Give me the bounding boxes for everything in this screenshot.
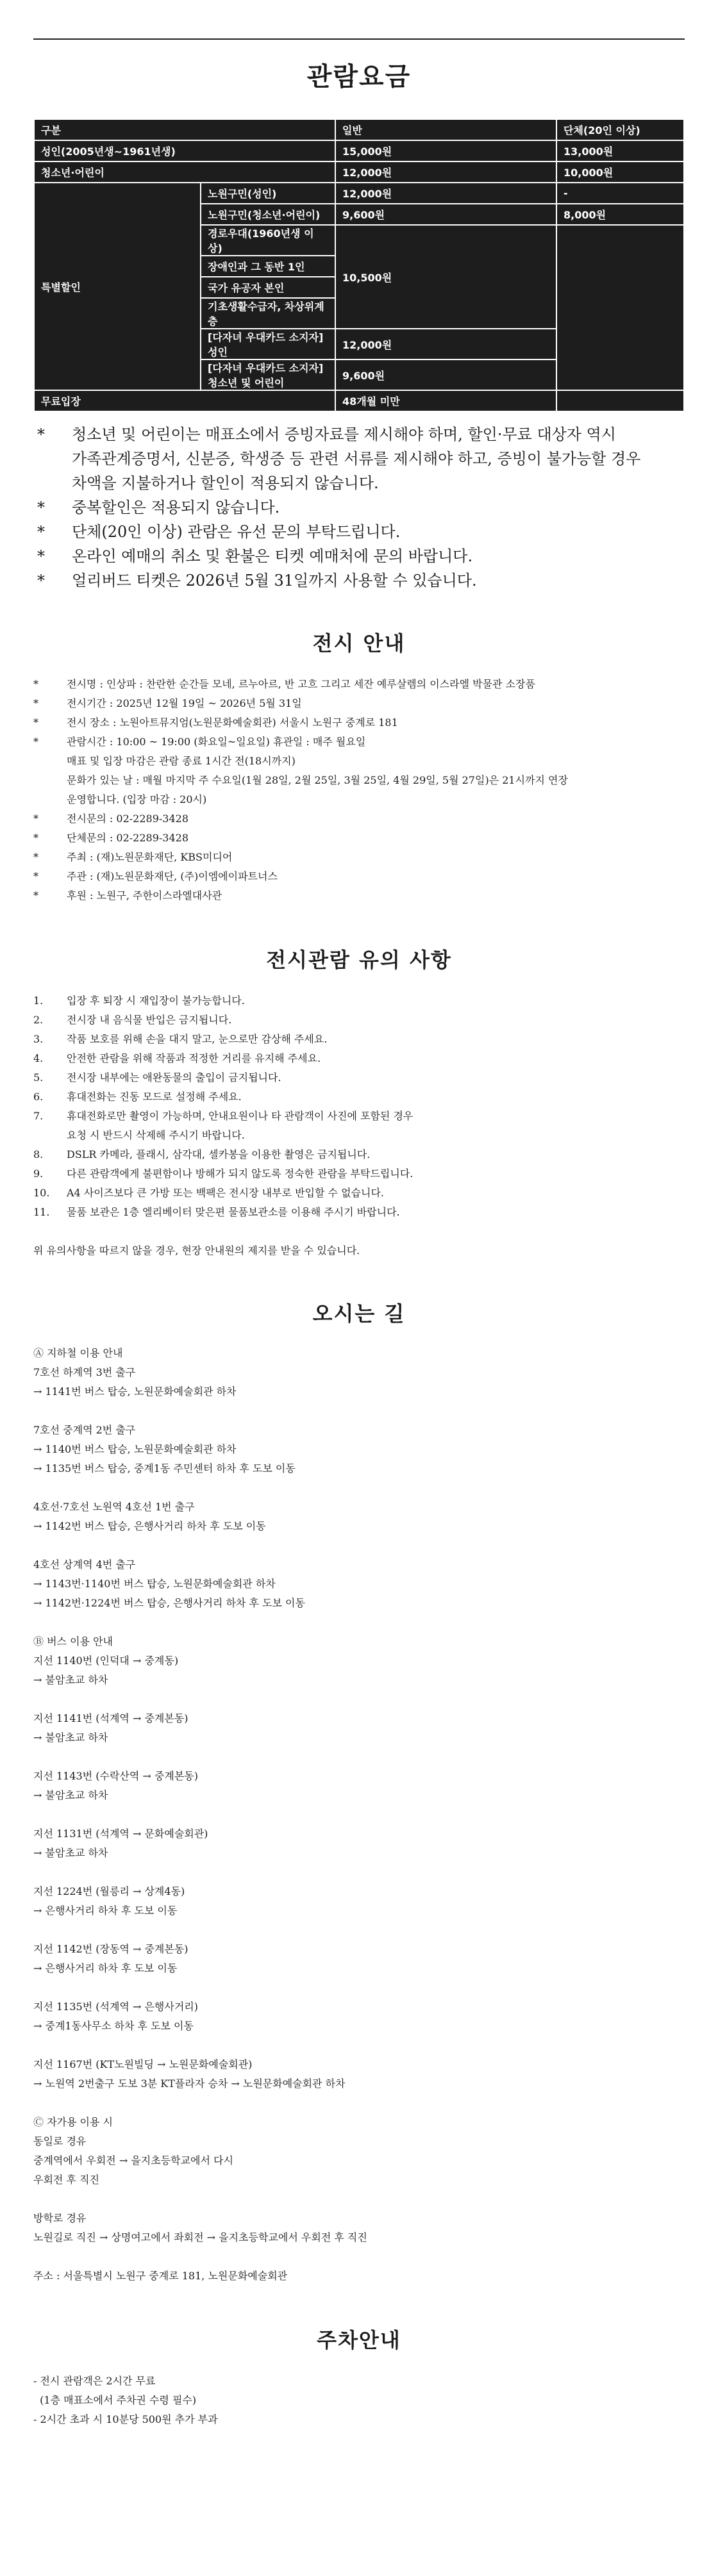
bullet-mark: * <box>37 523 45 541</box>
direction-line: → 은행사거리 하차 후 도보 이동 <box>33 1904 178 1917</box>
exhibit-info-text: 운영합니다. (입장 마감 : 20시) <box>67 793 207 805</box>
fee-note-item <box>37 544 685 568</box>
fee-label: 기초생활수급자, 차상위계층 <box>201 298 335 329</box>
direction-block <box>33 1997 685 2036</box>
fee-group-empty <box>556 225 684 390</box>
direction-block <box>33 1882 685 1920</box>
direction-block <box>33 2055 685 2093</box>
directions-title: 오시는 길 <box>312 1301 406 1326</box>
fee-note-line: 온라인 예매의 취소 및 환불은 티켓 예매처에 문의 바랍니다. <box>72 547 473 565</box>
rule-item <box>33 1126 685 1145</box>
rule-number: 9. <box>33 1168 44 1180</box>
bullet-mark: * <box>37 572 45 590</box>
fee-label: 노원구민(청소년·어린이) <box>201 204 335 225</box>
fee-note-item <box>37 568 685 593</box>
exhibit-info-text: 관람시간 : 10:00 ~ 19:00 (화요일~일요일) 휴관일 : 매주 월요일 <box>67 736 366 748</box>
rule-item <box>33 1087 685 1107</box>
direction-block <box>33 1824 685 1863</box>
rule-text: 휴대전화로만 촬영이 가능하며, 안내요원이나 타 관람객이 사진에 포함된 경우 <box>67 1110 413 1122</box>
direction-block <box>33 2209 685 2247</box>
fee-row-youth <box>34 161 684 183</box>
fee-merged-price: 10,500원 <box>335 225 556 329</box>
fee-group-price: 13,000원 <box>556 140 684 161</box>
bullet-mark: * <box>33 678 38 690</box>
parking-line: - 2시간 초과 시 10분당 500원 추가 부과 <box>33 2413 218 2425</box>
rule-number: 11. <box>33 1206 50 1218</box>
direction-block <box>33 2266 685 2286</box>
fee-notes <box>33 422 685 593</box>
direction-line: 지선 1131번 (석계역 → 문화예술회관) <box>33 1828 208 1840</box>
bullet-mark: * <box>37 547 45 565</box>
fee-special-label: 특별할인 <box>34 183 201 390</box>
fee-price: 12,000원 <box>335 183 556 204</box>
direction-line: 지선 1224번 (월릉리 → 상계4동) <box>33 1885 185 1897</box>
fee-row-special-0 <box>34 183 684 204</box>
rule-text: 전시장 내부에는 애완동물의 출입이 금지됩니다. <box>67 1071 281 1084</box>
exhibit-info-text: 전시문의 : 02-2289-3428 <box>67 813 188 825</box>
rule-number: 2. <box>33 1014 44 1026</box>
rule-item <box>33 1107 685 1126</box>
bullet-mark: * <box>33 889 38 902</box>
fee-row-free <box>34 390 684 411</box>
fee-label: 청소년·어린이 <box>34 161 335 183</box>
rules-title: 전시관람 유의 사항 <box>266 948 452 972</box>
rule-text: 요청 시 반드시 삭제해 주시기 바랍니다. <box>67 1129 245 1141</box>
exhibit-info-item <box>33 829 685 848</box>
rule-text: 전시장 내 음식물 반입은 금지됩니다. <box>67 1014 232 1026</box>
direction-line: 지선 1142번 (장동역 → 중계본동) <box>33 1943 188 1955</box>
exhibit-info-item <box>33 809 685 829</box>
fee-price: 48개월 미만 <box>335 390 556 411</box>
exhibit-info-item <box>33 713 685 732</box>
bullet-mark: * <box>33 851 38 863</box>
bullet-mark: * <box>37 499 45 516</box>
fee-price: 9,600원 <box>335 204 556 225</box>
direction-block <box>33 1767 685 1805</box>
fee-table <box>33 119 685 412</box>
direction-block <box>33 1555 685 1613</box>
fee-header-row <box>34 119 684 140</box>
exhibit-info-item <box>33 790 685 809</box>
rule-number: 3. <box>33 1033 44 1045</box>
direction-line: → 불암초교 하차 <box>33 1847 108 1859</box>
parking-line: (1층 매표소에서 주차권 수령 필수) <box>33 2394 197 2406</box>
bullet-mark: * <box>33 716 38 729</box>
exhibit-info-item <box>33 848 685 867</box>
direction-line: 지선 1141번 (석계역 → 중계본동) <box>33 1712 188 1724</box>
exhibit-info-text: 전시기간 : 2025년 12월 19일 ~ 2026년 5월 31일 <box>67 697 302 709</box>
fee-header-individual: 일반 <box>335 119 556 140</box>
direction-line: 4호선·7호선 노원역 4호선 1번 출구 <box>33 1501 195 1513</box>
exhibit-info-item <box>33 771 685 790</box>
bullet-mark: * <box>37 425 45 443</box>
direction-line: → 1142번 버스 탑승, 은행사거리 하차 후 도보 이동 <box>33 1520 266 1532</box>
fee-note-line: 차액을 지불하거나 할인이 적용되지 않습니다. <box>72 474 379 492</box>
direction-line: → 은행사거리 하차 후 도보 이동 <box>33 1962 178 1974</box>
direction-line: → 1143번·1140번 버스 탑승, 노원문화예술회관 하차 <box>33 1578 276 1590</box>
direction-line: Ⓒ 자가용 이용 시 <box>33 2116 113 2128</box>
direction-line: 노원길로 직진 → 상명여고에서 좌회전 → 을지초등학교에서 우회전 후 직진 <box>33 2231 367 2243</box>
exhibit-title: 전시 안내 <box>312 631 406 656</box>
exhibit-info-text: 전시명 : 인상파 : 찬란한 순간들 모네, 르누아르, 반 고흐 그리고 세잔 예루살렘의 이스라엘 박물관 소장품 <box>67 678 535 690</box>
exhibit-info-text: 후원 : 노원구, 주한이스라엘대사관 <box>67 889 222 902</box>
direction-line: 4호선 상계역 4번 출구 <box>33 1558 136 1571</box>
direction-line: → 불암초교 하차 <box>33 1789 108 1801</box>
direction-line: → 1135번 버스 탑승, 중계1동 주민센터 하차 후 도보 이동 <box>33 1462 296 1474</box>
fee-group-price: - <box>556 183 684 204</box>
rule-number: 1. <box>33 995 44 1007</box>
rule-item <box>33 1049 685 1068</box>
fee-label: 장애인과 그 동반 1인 <box>201 256 335 277</box>
rule-item <box>33 1164 685 1184</box>
bullet-mark: * <box>33 697 38 709</box>
fee-note-item <box>37 520 685 544</box>
fee-label: 노원구민(성인) <box>201 183 335 204</box>
rule-number: 4. <box>33 1052 44 1064</box>
direction-line: → 노원역 2번출구 도보 3분 KT플라자 승차 → 노원문화예술회관 하차 <box>33 2077 346 2090</box>
exhibit-info-item <box>33 732 685 752</box>
rule-text: 안전한 관람을 위해 작품과 적정한 거리를 유지해 주세요. <box>67 1052 321 1064</box>
direction-line: 주소 : 서울특별시 노원구 중계로 181, 노원문화예술회관 <box>33 2270 288 2282</box>
fee-note-line: 단체(20인 이상) 관람은 유선 문의 부탁드립니다. <box>72 523 401 541</box>
parking-info <box>33 2372 685 2429</box>
direction-line: 지선 1140번 (인덕대 → 중계동) <box>33 1655 179 1667</box>
rule-number: 5. <box>33 1071 44 1084</box>
direction-block <box>33 1709 685 1747</box>
direction-line: 지선 1167번 (KT노원빌딩 → 노원문화예술회관) <box>33 2058 253 2070</box>
fee-label: [다자녀 우대카드 소지자] 성인 <box>201 329 335 359</box>
rule-number: 7. <box>33 1110 44 1122</box>
fee-title: 관람요금 <box>306 62 412 92</box>
direction-line: 우회전 후 직진 <box>33 2174 99 2186</box>
fee-label: 경로우대(1960년생 이상) <box>201 225 335 256</box>
rule-text: 휴대전화는 진동 모드로 설정해 주세요. <box>67 1091 242 1103</box>
rule-number: 10. <box>33 1187 50 1199</box>
bullet-mark: * <box>33 870 38 882</box>
top-divider <box>33 38 685 40</box>
bullet-mark: * <box>33 813 38 825</box>
fee-note-line: 얼리버드 티켓은 2026년 5월 31일까지 사용할 수 있습니다. <box>72 572 477 590</box>
fee-price: 9,600원 <box>335 359 556 390</box>
direction-block <box>33 1498 685 1536</box>
bullet-mark: * <box>33 832 38 844</box>
rule-text: 입장 후 퇴장 시 재입장이 불가능합니다. <box>67 995 245 1007</box>
direction-line: 방학로 경유 <box>33 2212 87 2224</box>
rule-item <box>33 1203 685 1222</box>
direction-line: → 불암초교 하차 <box>33 1731 108 1744</box>
exhibit-info-item <box>33 867 685 886</box>
direction-line: 7호선 하계역 3번 출구 <box>33 1366 136 1378</box>
direction-line: 지선 1135번 (석계역 → 은행사거리) <box>33 2001 198 2013</box>
exhibit-info-item <box>33 886 685 905</box>
rule-number: 8. <box>33 1148 44 1160</box>
rule-text: 작품 보호를 위해 손을 대지 말고, 눈으로만 감상해 주세요. <box>67 1033 328 1045</box>
direction-line: Ⓐ 지하철 이용 안내 <box>33 1347 123 1359</box>
exhibit-info-text: 주최 : (재)노원문화재단, KBS미디어 <box>67 851 233 863</box>
direction-block <box>33 1940 685 1978</box>
fee-price: 15,000원 <box>335 140 556 161</box>
direction-line: 7호선 중계역 2번 출구 <box>33 1424 136 1436</box>
fee-label: [다자녀 우대카드 소지자] 청소년 및 어린이 <box>201 359 335 390</box>
rules-list <box>33 991 685 1222</box>
fee-group-price: 8,000원 <box>556 204 684 225</box>
fee-note-line: 가족관계증명서, 신분증, 학생증 등 관련 서류를 제시해야 하고, 증빙이 불가능할 경우 <box>72 450 641 468</box>
fee-header-category: 구분 <box>34 119 335 140</box>
rule-text: A4 사이즈보다 큰 가방 또는 백팩은 전시장 내부로 반입할 수 없습니다. <box>67 1187 384 1199</box>
direction-line: → 1142번·1224번 버스 탑승, 은행사거리 하차 후 도보 이동 <box>33 1597 305 1609</box>
direction-line: 동일로 경유 <box>33 2135 87 2147</box>
rule-item <box>33 1030 685 1049</box>
direction-line: 중계역에서 우회전 → 을지초등학교에서 다시 <box>33 2154 233 2167</box>
fee-label: 성인(2005년생~1961년생) <box>34 140 335 161</box>
rule-item <box>33 1011 685 1030</box>
fee-note-line: 중복할인은 적용되지 않습니다. <box>72 499 280 516</box>
direction-line: 지선 1143번 (수락산역 → 중계본동) <box>33 1770 198 1782</box>
exhibit-info-item <box>33 694 685 713</box>
fee-note-item <box>37 422 685 495</box>
direction-line: → 1141번 버스 탑승, 노원문화예술회관 하차 <box>33 1385 237 1398</box>
bullet-mark: * <box>33 736 38 748</box>
direction-line: Ⓑ 버스 이용 안내 <box>33 1635 113 1647</box>
fee-group-price: 10,000원 <box>556 161 684 183</box>
direction-block <box>33 2113 685 2190</box>
fee-row-adult <box>34 140 684 161</box>
direction-block <box>33 1632 685 1690</box>
direction-block <box>33 1344 685 1401</box>
rule-item <box>33 1184 685 1203</box>
parking-line: - 전시 관람객은 2시간 무료 <box>33 2375 156 2387</box>
exhibit-info-list <box>33 675 685 905</box>
fee-note-line: 청소년 및 어린이는 매표소에서 증빙자료를 제시해야 하며, 할인·무료 대상자 역시 <box>72 425 616 443</box>
directions <box>33 1344 685 2286</box>
rule-text: 다른 관람객에게 불편함이나 방해가 되지 않도록 정숙한 관람을 부탁드립니다. <box>67 1168 413 1180</box>
exhibit-info-text: 단체문의 : 02-2289-3428 <box>67 832 188 844</box>
rule-text: DSLR 카메라, 플래시, 삼각대, 셀카봉을 이용한 촬영은 금지됩니다. <box>67 1148 371 1160</box>
rule-item <box>33 1068 685 1087</box>
rule-number: 6. <box>33 1091 44 1103</box>
fee-price: 12,000원 <box>335 329 556 359</box>
exhibit-info-text: 문화가 있는 날 : 매월 마지막 주 수요일(1월 28일, 2월 25일, 3월 25일, 4월 29일, 5월 27일)은 21시까지 연장 <box>67 774 568 786</box>
fee-header-group: 단체(20인 이상) <box>556 119 684 140</box>
exhibit-info-text: 주관 : (재)노원문화재단, (주)이엠에이파트너스 <box>67 870 278 882</box>
direction-line: → 중계1동사무소 하차 후 도보 이동 <box>33 2020 194 2032</box>
rule-item <box>33 991 685 1011</box>
fee-price: 12,000원 <box>335 161 556 183</box>
fee-label: 국가 유공자 본인 <box>201 277 335 298</box>
direction-line: → 1140번 버스 탑승, 노원문화예술회관 하차 <box>33 1443 237 1455</box>
fee-note-item <box>37 495 685 520</box>
exhibit-info-text: 매표 및 입장 마감은 관람 종료 1시간 전(18시까지) <box>67 755 296 767</box>
parking-title: 주차안내 <box>317 2328 401 2352</box>
exhibit-info-item <box>33 752 685 771</box>
direction-line: → 불암초교 하차 <box>33 1674 108 1686</box>
rules-note: 위 유의사항을 따르지 않을 경우, 현장 안내원의 제지를 받을 수 있습니다. <box>33 1244 360 1257</box>
rule-text: 물품 보관은 1층 엘리베이터 맞은편 물품보관소를 이용해 주시기 바랍니다. <box>67 1206 400 1218</box>
fee-group-empty <box>556 390 684 411</box>
rule-item <box>33 1145 685 1164</box>
fee-label: 무료입장 <box>34 390 335 411</box>
direction-block <box>33 1421 685 1478</box>
exhibit-info-text: 전시 장소 : 노원아트뮤지엄(노원문화예술회관) 서울시 노원구 중계로 181 <box>67 716 398 729</box>
exhibit-info-item <box>33 675 685 694</box>
